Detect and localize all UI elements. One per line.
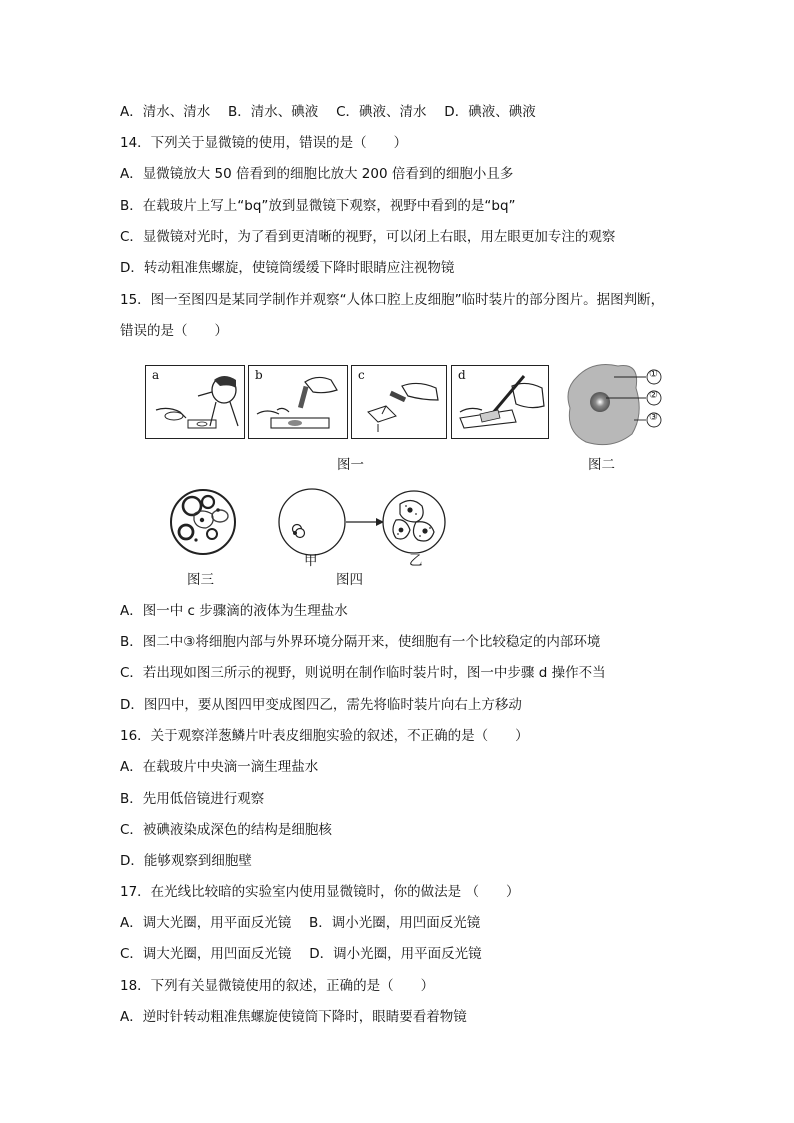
- fig1-panel-c: [351, 365, 447, 439]
- panel-c-label: c: [358, 368, 365, 382]
- panel-b-label: b: [255, 368, 263, 382]
- q18-stem: 18．下列有关显微镜使用的叙述，正确的是（ ）: [120, 978, 435, 994]
- mouth-scraping-illustration: [146, 366, 244, 438]
- cover-slip-illustration: [452, 366, 548, 438]
- fig1-panel-a: [145, 365, 245, 439]
- fig1-panel-b: [248, 365, 348, 439]
- dropping-liquid-illustration: [352, 366, 446, 438]
- fig2-label-1: ①: [649, 369, 658, 380]
- fig2-caption: 图二: [588, 457, 615, 473]
- q13-options: A．清水、清水 B．清水、碘液 C．碘液、清水 D．碘液、碘液: [120, 104, 536, 120]
- fig4-caption: 图四: [336, 572, 363, 588]
- q14-stem: 14．下列关于显微镜的使用，错误的是（ ）: [120, 135, 408, 151]
- dropper-on-slide-illustration: [249, 366, 347, 438]
- panel-a-label: a: [152, 368, 160, 382]
- fig2-label-3: ③: [649, 412, 658, 423]
- fig2-cell-diagram: [562, 358, 672, 450]
- q17-stem: 17．在光线比较暗的实验室内使用显微镜时，你的做法是 （ ）: [120, 884, 520, 900]
- q15-stem-line1: 15．图一至图四是某同学制作并观察“人体口腔上皮细胞”临时装片的部分图片。据图判断，: [120, 292, 665, 308]
- q14-option-c: C．显微镜对光时，为了看到更清晰的视野，可以闭上右眼，用左眼更加专注的观察: [120, 229, 616, 245]
- fig3-caption: 图三: [187, 572, 214, 588]
- fig1-panel-d: [451, 365, 549, 439]
- fig4-diagram: [270, 480, 460, 568]
- q16-option-d: D．能够观察到细胞壁: [120, 853, 252, 869]
- q15-option-a: A．图一中 c 步骤滴的液体为生理盐水: [120, 603, 348, 619]
- q15-option-c: C．若出现如图三所示的视野，则说明在制作临时装片时，图一中步骤 d 操作不当: [120, 665, 606, 681]
- q14-option-d: D．转动粗准焦螺旋，使镜筒缓缓下降时眼睛应注视物镜: [120, 260, 455, 276]
- q15-stem-line2: 错误的是（ ）: [120, 323, 228, 339]
- q14-option-b: B．在载玻片上写上“bq”放到显微镜下观察，视野中看到的是“bq”: [120, 198, 516, 214]
- q18-option-a: A．逆时针转动粗准焦螺旋使镜筒下降时，眼睛要看着物镜: [120, 1009, 467, 1025]
- fig1-caption: 图一: [337, 457, 364, 473]
- q17-options-ab: A．调大光圈，用平面反光镜 B．调小光圈，用凹面反光镜: [120, 915, 481, 931]
- q16-option-a: A．在载玻片中央滴一滴生理盐水: [120, 759, 319, 775]
- q16-option-c: C．被碘液染成深色的结构是细胞核: [120, 822, 332, 838]
- fig4-label-jia: 甲: [304, 553, 318, 569]
- q16-stem: 16．关于观察洋葱鳞片叶表皮细胞实验的叙述，不正确的是（ ）: [120, 728, 529, 744]
- panel-d-label: d: [458, 368, 466, 382]
- fig2-label-2: ②: [649, 390, 658, 401]
- q14-option-a: A．显微镜放大 50 倍看到的细胞比放大 200 倍看到的细胞小且多: [120, 166, 514, 182]
- q16-option-b: B．先用低倍镜进行观察: [120, 791, 265, 807]
- q17-options-cd: C．调大光圈，用凹面反光镜 D．调小光圈，用平面反光镜: [120, 946, 482, 962]
- fig3-view-with-bubbles: [166, 480, 240, 568]
- q15-option-b: B．图二中③将细胞内部与外界环境分隔开来，使细胞有一个比较稳定的内部环境: [120, 634, 601, 650]
- fig4-label-yi: 乙: [409, 553, 423, 569]
- q15-option-d: D．图四中，要从图四甲变成图四乙，需先将临时装片向右上方移动: [120, 697, 522, 713]
